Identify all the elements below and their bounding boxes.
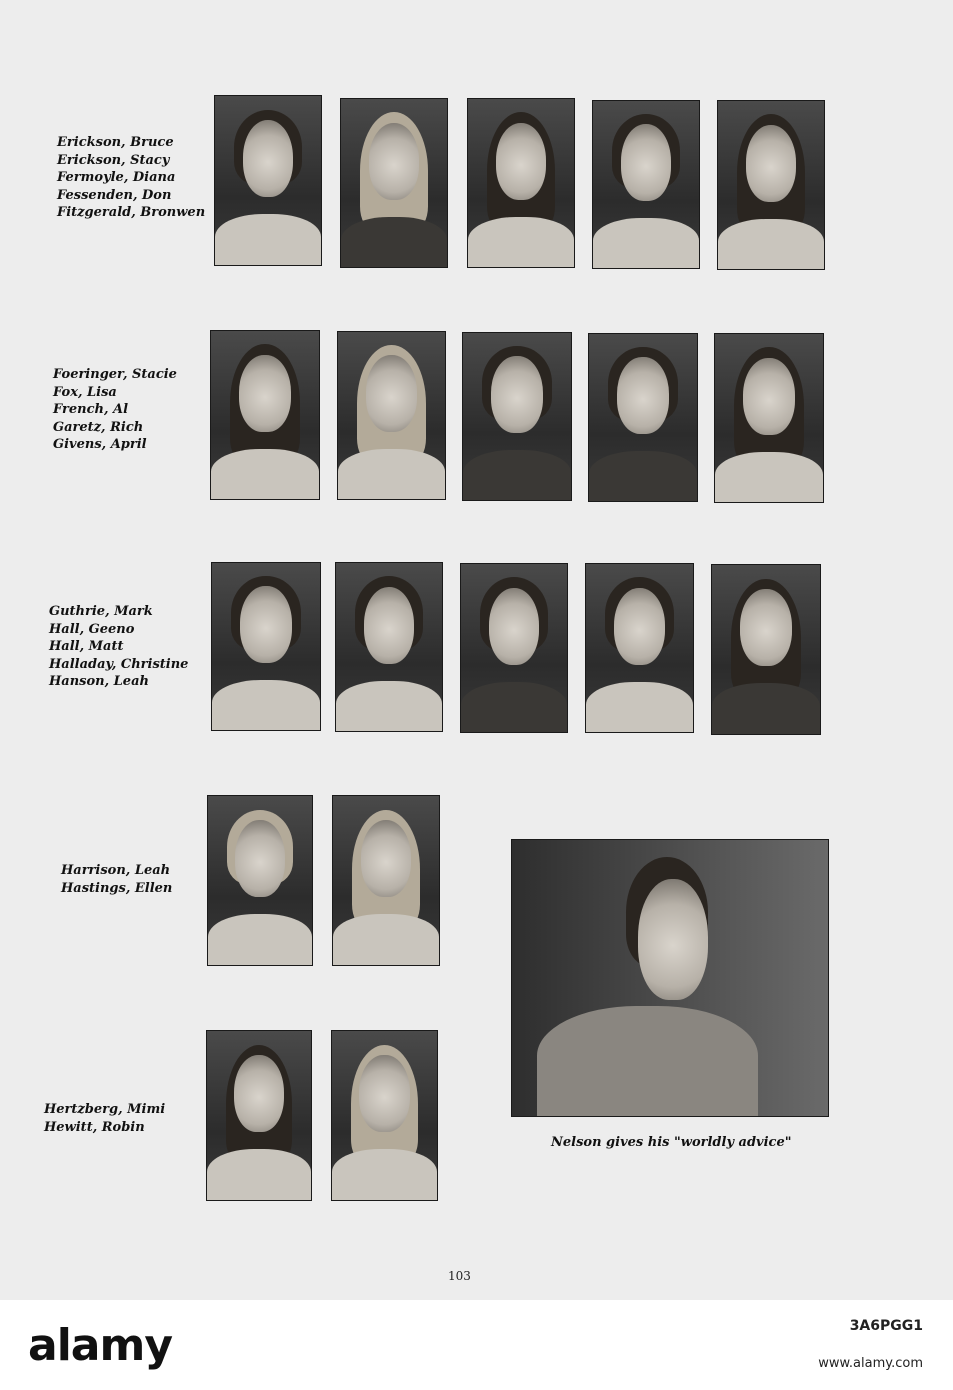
student-name: Hertzberg, Mimi bbox=[44, 1102, 166, 1117]
portrait-photo bbox=[214, 95, 322, 266]
photo-caption: Nelson gives his "worldly advice" bbox=[551, 1135, 792, 1150]
portrait-photo bbox=[460, 563, 568, 733]
image-id: 3A6PGG1 bbox=[849, 1318, 923, 1334]
name-list bbox=[57, 134, 205, 222]
brand-logo: alamy bbox=[28, 1320, 172, 1371]
student-name: Erickson, Bruce bbox=[57, 135, 174, 150]
portrait-photo bbox=[337, 331, 446, 500]
name-list bbox=[53, 366, 177, 454]
student-name: Fox, Lisa bbox=[53, 384, 117, 400]
student-name: Halladay, Christine bbox=[49, 656, 189, 672]
portrait-photo bbox=[717, 100, 825, 270]
portrait-photo bbox=[467, 98, 575, 268]
student-name: Hall, Geeno bbox=[49, 621, 135, 637]
portrait-photo bbox=[335, 562, 443, 732]
student-name: Hewitt, Robin bbox=[44, 1119, 145, 1135]
portrait-photo bbox=[211, 562, 321, 731]
watermark-bar bbox=[0, 1300, 953, 1390]
portrait-photo bbox=[714, 333, 824, 503]
portrait-photo bbox=[585, 563, 694, 733]
student-name: Erickson, Stacy bbox=[57, 152, 170, 168]
candid-photo bbox=[511, 839, 829, 1117]
portrait-photo bbox=[207, 795, 313, 966]
student-name: Harrison, Leah bbox=[61, 863, 171, 878]
portrait-photo bbox=[340, 98, 448, 268]
portrait-photo bbox=[588, 333, 698, 502]
student-name: French, Al bbox=[53, 402, 129, 417]
student-name: Guthrie, Mark bbox=[49, 604, 153, 619]
student-name: Garetz, Rich bbox=[53, 419, 144, 435]
student-name: Fermoyle, Diana bbox=[57, 170, 176, 185]
portrait-photo bbox=[711, 564, 821, 735]
student-name: Fitzgerald, Bronwen bbox=[57, 205, 206, 220]
site-url: www.alamy.com bbox=[818, 1356, 923, 1371]
portrait-photo bbox=[332, 795, 440, 966]
name-list bbox=[61, 862, 172, 897]
portrait-photo bbox=[206, 1030, 312, 1201]
student-name: Hall, Matt bbox=[49, 639, 124, 654]
student-name: Foeringer, Stacie bbox=[53, 367, 177, 382]
student-name: Givens, April bbox=[53, 437, 147, 452]
student-name: Hastings, Ellen bbox=[61, 880, 173, 896]
page-number: 103 bbox=[448, 1269, 471, 1283]
name-list bbox=[44, 1101, 165, 1136]
student-name: Fessenden, Don bbox=[57, 187, 172, 203]
portrait-photo bbox=[331, 1030, 438, 1201]
student-name: Hanson, Leah bbox=[49, 674, 149, 689]
name-list bbox=[49, 603, 188, 691]
portrait-photo bbox=[210, 330, 320, 500]
portrait-photo bbox=[462, 332, 572, 501]
portrait-photo bbox=[592, 100, 700, 269]
